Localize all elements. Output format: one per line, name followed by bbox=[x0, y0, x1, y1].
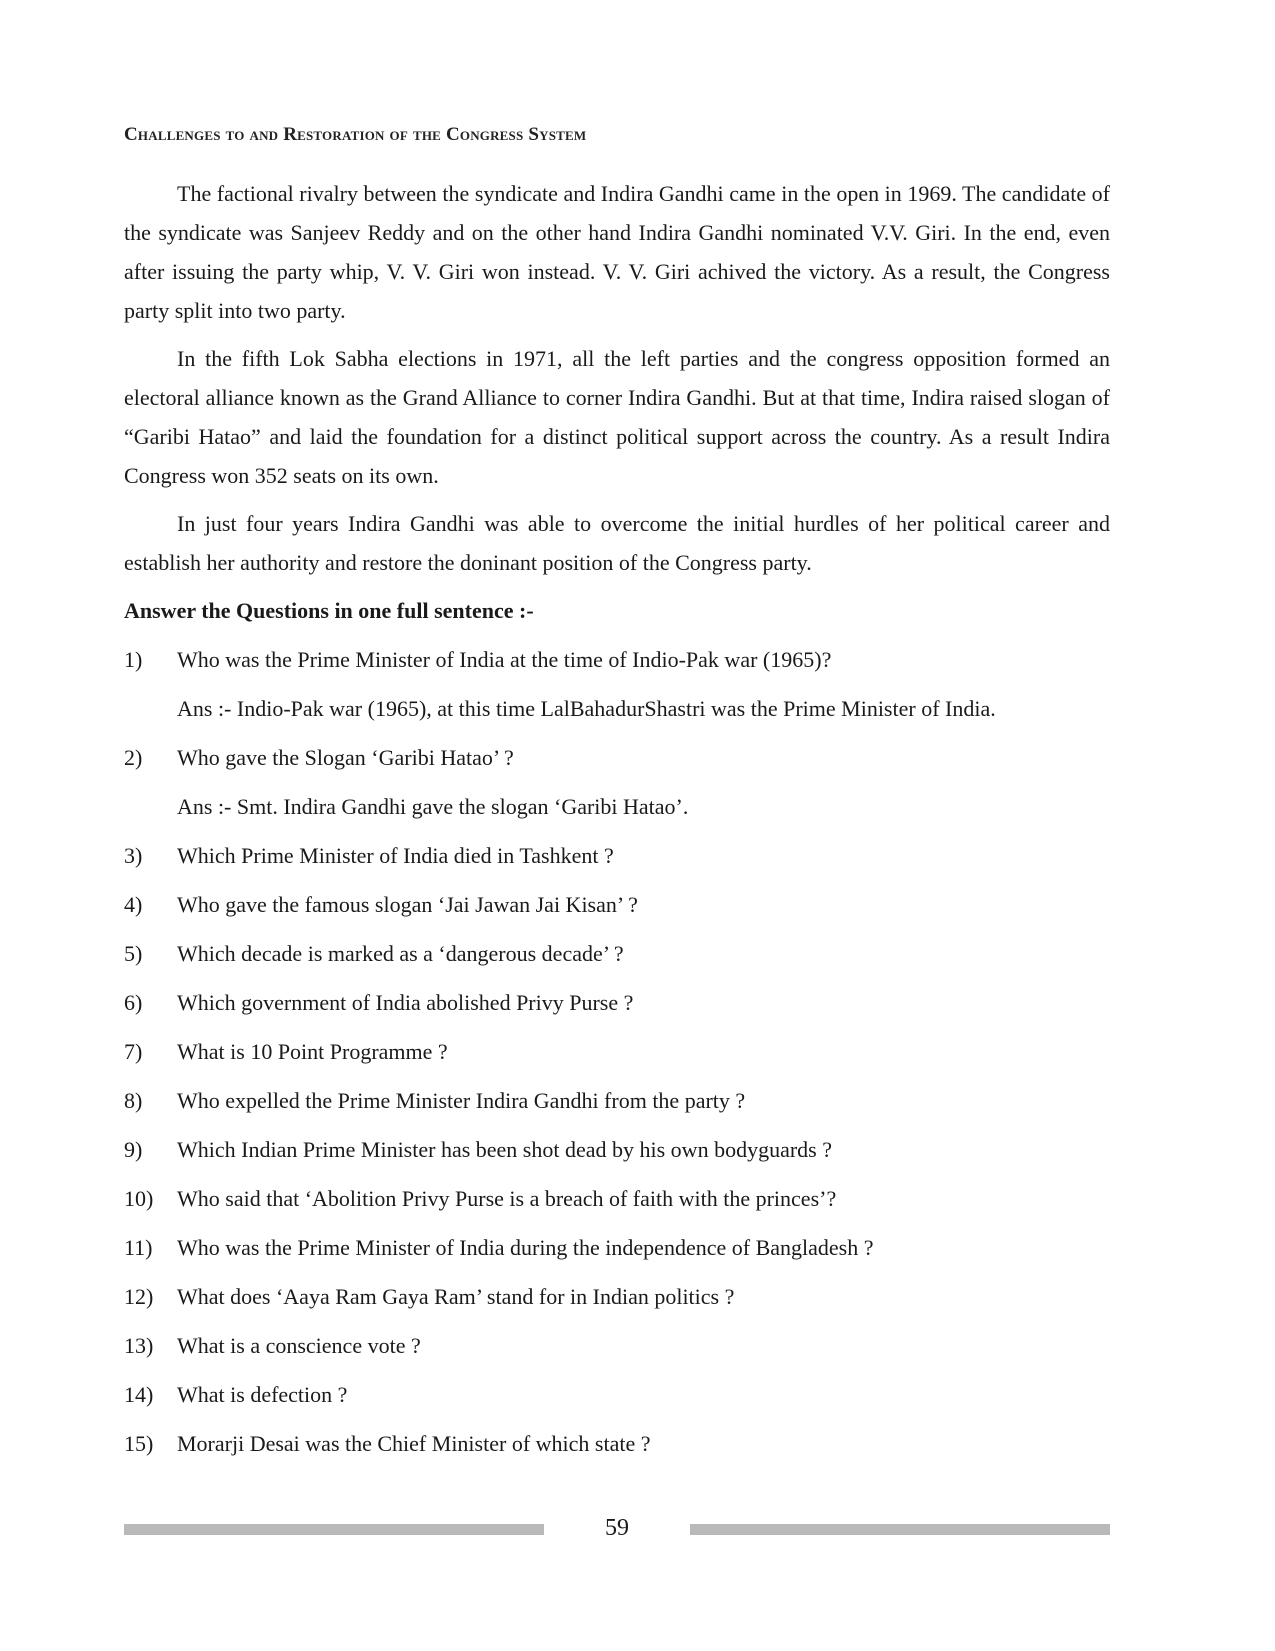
question-item bbox=[124, 983, 1110, 1022]
page-footer bbox=[124, 1510, 1110, 1550]
question-text: Morarji Desai was the Chief Minister of which state ? bbox=[177, 1431, 651, 1456]
question-text: Who gave the Slogan ‘Garibi Hatao’ ? bbox=[177, 745, 514, 770]
question-text: Which decade is marked as a ‘dangerous decade’ ? bbox=[177, 941, 624, 966]
question-text: Which government of India abolished Privy Purse ? bbox=[177, 990, 634, 1015]
question-item bbox=[124, 885, 1110, 924]
question-number: 1) bbox=[124, 647, 143, 672]
question-number: 15) bbox=[124, 1431, 154, 1456]
question-number: 11) bbox=[124, 1235, 153, 1260]
question-number: 8) bbox=[124, 1088, 143, 1113]
question-number: 5) bbox=[124, 941, 143, 966]
question-item bbox=[124, 1375, 1110, 1414]
question-number: 3) bbox=[124, 843, 143, 868]
question-number: 6) bbox=[124, 990, 143, 1015]
question-text: What is defection ? bbox=[177, 1382, 348, 1407]
question-item bbox=[124, 1032, 1110, 1071]
question-item bbox=[124, 1130, 1110, 1169]
question-number: 10) bbox=[124, 1186, 154, 1211]
question-number: 9) bbox=[124, 1137, 143, 1162]
question-number: 13) bbox=[124, 1333, 154, 1358]
question-text: Which Prime Minister of India died in Tashkent ? bbox=[177, 843, 614, 868]
question-item bbox=[124, 1277, 1110, 1316]
footer-divider-left bbox=[124, 1524, 544, 1535]
question-number: 4) bbox=[124, 892, 143, 917]
answer-text: Ans :- Smt. Indira Gandhi gave the slogan ‘Garibi Hatao’. bbox=[177, 794, 689, 819]
question-item bbox=[124, 1081, 1110, 1120]
question-item bbox=[124, 1179, 1110, 1218]
questions-list bbox=[124, 640, 1110, 1463]
question-number: 12) bbox=[124, 1284, 154, 1309]
questions-heading: Answer the Questions in one full sentence :- bbox=[124, 598, 534, 623]
footer-divider-right bbox=[690, 1524, 1110, 1535]
question-text: Who was the Prime Minister of India at the time of Indio-Pak war (1965)? bbox=[177, 647, 832, 672]
question-text: Who said that ‘Abolition Privy Purse is a breach of faith with the princes’? bbox=[177, 1186, 837, 1211]
answer-text: Ans :- Indio-Pak war (1965), at this time LalBahadurShastri was the Prime Minister of India. bbox=[177, 696, 996, 721]
paragraph: The factional rivalry between the syndicate and Indira Gandhi came in the open in 1969. The candidate of the syndicate was Sanjeev Reddy and on the other hand Indira Gandhi nominated V.V. Giri. In the end, even after issuing the party whip, V. V. Giri won instead. V. V. Giri achived the victory. As a result, the Congress party split into two party. bbox=[124, 181, 1110, 323]
question-item bbox=[124, 1424, 1110, 1463]
question-item bbox=[124, 738, 1110, 777]
question-item bbox=[124, 640, 1110, 679]
paragraph: In just four years Indira Gandhi was able to overcome the initial hurdles of her political career and establish her authority and restore the doninant position of the Congress party. bbox=[124, 511, 1110, 575]
question-text: Which Indian Prime Minister has been shot dead by his own bodyguards ? bbox=[177, 1137, 832, 1162]
question-number: 14) bbox=[124, 1382, 154, 1407]
question-text: Who was the Prime Minister of India during the independence of Bangladesh ? bbox=[177, 1235, 874, 1260]
question-item bbox=[124, 1326, 1110, 1365]
question-text: Who gave the famous slogan ‘Jai Jawan Jai Kisan’ ? bbox=[177, 892, 638, 917]
page-number: 59 bbox=[605, 1515, 629, 1541]
question-text: What does ‘Aaya Ram Gaya Ram’ stand for in Indian politics ? bbox=[177, 1284, 735, 1309]
section-title: Challenges to and Restoration of the Congress System bbox=[124, 124, 587, 145]
question-text: What is 10 Point Programme ? bbox=[177, 1039, 448, 1064]
question-item bbox=[124, 1228, 1110, 1267]
paragraph: In the fifth Lok Sabha elections in 1971, all the left parties and the congress opposition formed an electoral alliance known as the Grand Alliance to corner Indira Gandhi. But at that time, Indira raised slogan of “Garibi Hatao” and laid the foundation for a distinct political support across the country. As a result Indira Congress won 352 seats on its own. bbox=[124, 346, 1110, 488]
question-item bbox=[124, 836, 1110, 875]
question-text: What is a conscience vote ? bbox=[177, 1333, 421, 1358]
question-number: 7) bbox=[124, 1039, 143, 1064]
page-content bbox=[124, 124, 1110, 1473]
question-item bbox=[124, 934, 1110, 973]
question-text: Who expelled the Prime Minister Indira Gandhi from the party ? bbox=[177, 1088, 746, 1113]
question-number: 2) bbox=[124, 745, 143, 770]
